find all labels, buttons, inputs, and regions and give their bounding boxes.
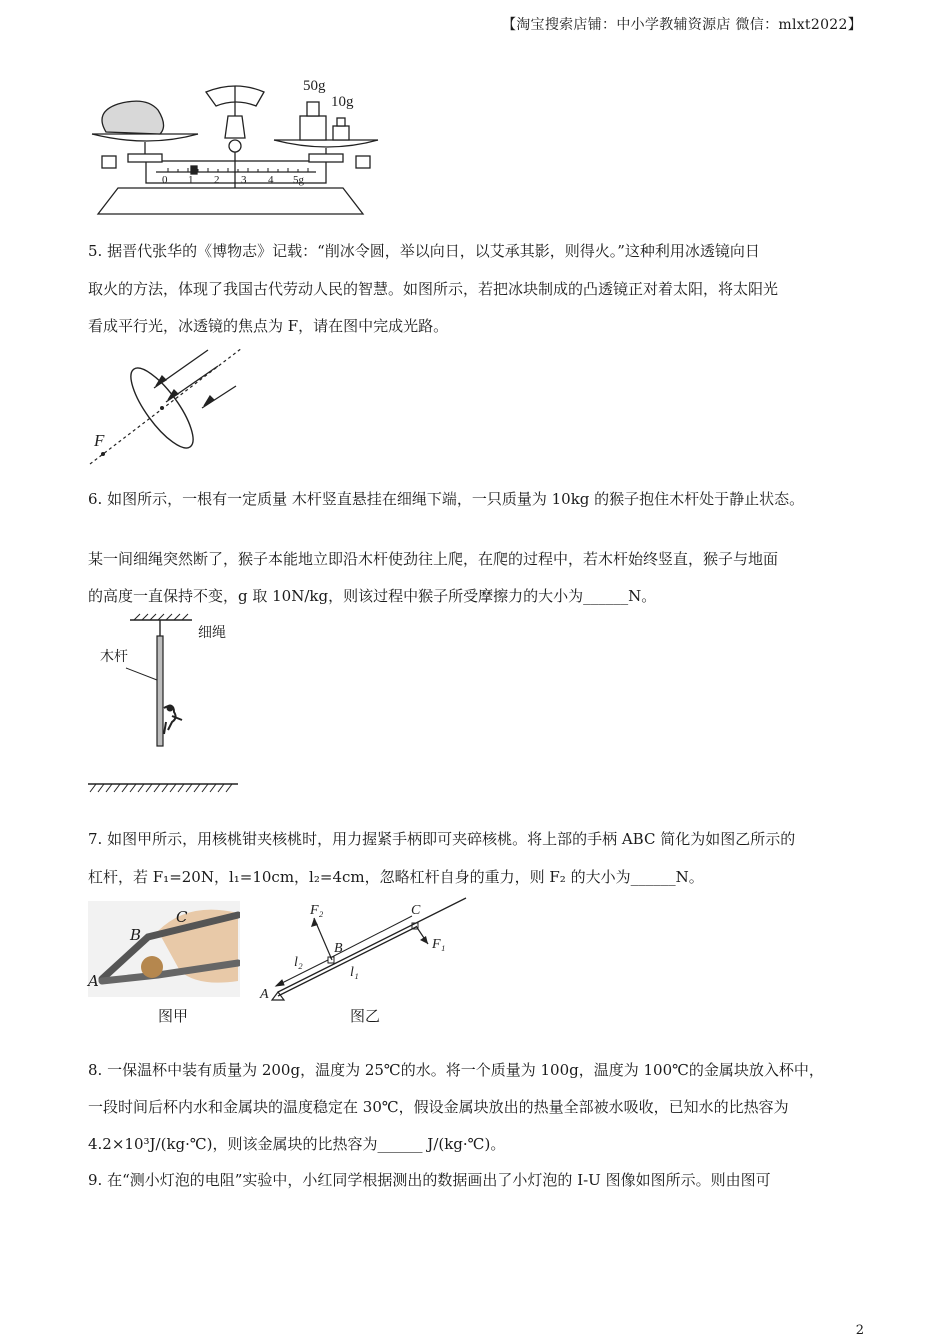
lever-label-a: A [260,987,269,1002]
scale-tick-label: 4 [268,174,274,186]
photo-label-b: B [130,926,142,944]
arm-label-l1: l₁ [350,965,359,980]
scale-tick-label: 3 [241,174,247,186]
rope-label: 细绳 [198,625,226,641]
lever-label-c: C [411,903,421,918]
scale-tick-label: 5g [293,174,304,186]
q9-line-1: 9. 在“测小灯泡的电阻”实验中，小红同学根据测出的数据画出了小灯泡的 I-U 图像如图所示。则由图可 [88,1171,771,1189]
q8-line-2: 一段时间后杯内水和金属块的温度稳定在 30℃，假设金属块放出的热量全部被水吸收，已知水的比热容为 [88,1098,789,1116]
scale-tick-label: 1 [188,174,194,186]
figure-b-caption: 图乙 [350,1007,381,1025]
focus-label: F [94,431,105,450]
force-label-f1: F₁ [432,937,446,952]
q6-line-3: 的高度一直保持不变，g 取 10N/kg，则该过程中猴子所受摩擦力的大小为______N。 [88,587,657,605]
page-number: 2 [855,1323,864,1338]
q6-line-2: 某一间细绳突然断了，猴子本能地立即沿木杆使劲往上爬，在爬的过程中，若木杆始终竖直，猴子与地面 [88,550,779,568]
q8-line-1: 8. 一保温杯中装有质量为 200g，温度为 25℃的水。将一个质量为 100g，温度为 100℃的金属块放入杯中， [88,1061,824,1079]
lever-diagram [256,894,472,1002]
lens-figure [86,344,256,470]
force-label-f2: F₂ [310,903,324,918]
weight-label-10g: 10g [331,94,354,110]
q5-line-3: 看成平行光，冰透镜的焦点为 F，请在图中完成光路。 [88,317,449,335]
q7-line-2: 杠杆，若 F₁=20N，l₁=10cm，l₂=4cm，忽略杠杆自身的重力，则 F₂ 的大小为______N。 [88,868,704,886]
scale-tick-label: 0 [162,174,168,186]
q5-line-2: 取火的方法，体现了我国古代劳动人民的智慧。如图所示，若把冰块制成的凸透镜正对着太阳，将太阳光 [88,280,779,298]
balance-figure [88,76,388,218]
arm-label-l2: l₂ [294,955,303,970]
q7-line-1: 7. 如图甲所示，用核桃钳夹核桃时，用力握紧手柄即可夹碎核桃。将上部的手柄 ABC 简化为如图乙所示的 [88,830,796,848]
q8-line-3: 4.2×10³J/(kg·℃)，则该金属块的比热容为______ J/(kg·℃)。 [88,1135,506,1153]
photo-label-a: A [88,972,99,990]
pole-label: 木杆 [100,649,128,665]
figure-a-caption: 图甲 [158,1007,189,1025]
nutcracker-photo [88,901,240,997]
scale-tick-label: 2 [214,174,220,186]
q6-line-1: 6. 如图所示，一根有一定质量 木杆竖直悬挂在细绳下端，一只质量为 10kg 的猴子抱住木杆处于静止状态。 [88,490,805,508]
page-header: 【淘宝搜索店铺：中小学教辅资源店 微信：mlxt2022】 [501,17,862,33]
monkey-pole-figure [88,612,258,794]
photo-label-c: C [176,908,188,926]
q5-line-1: 5. 据晋代张华的《博物志》记载：“削冰令圆，举以向日，以艾承其影，则得火。”这种利用冰透镜向日 [88,242,760,260]
weight-label-50g: 50g [303,78,326,94]
lever-label-b: B [334,941,343,956]
